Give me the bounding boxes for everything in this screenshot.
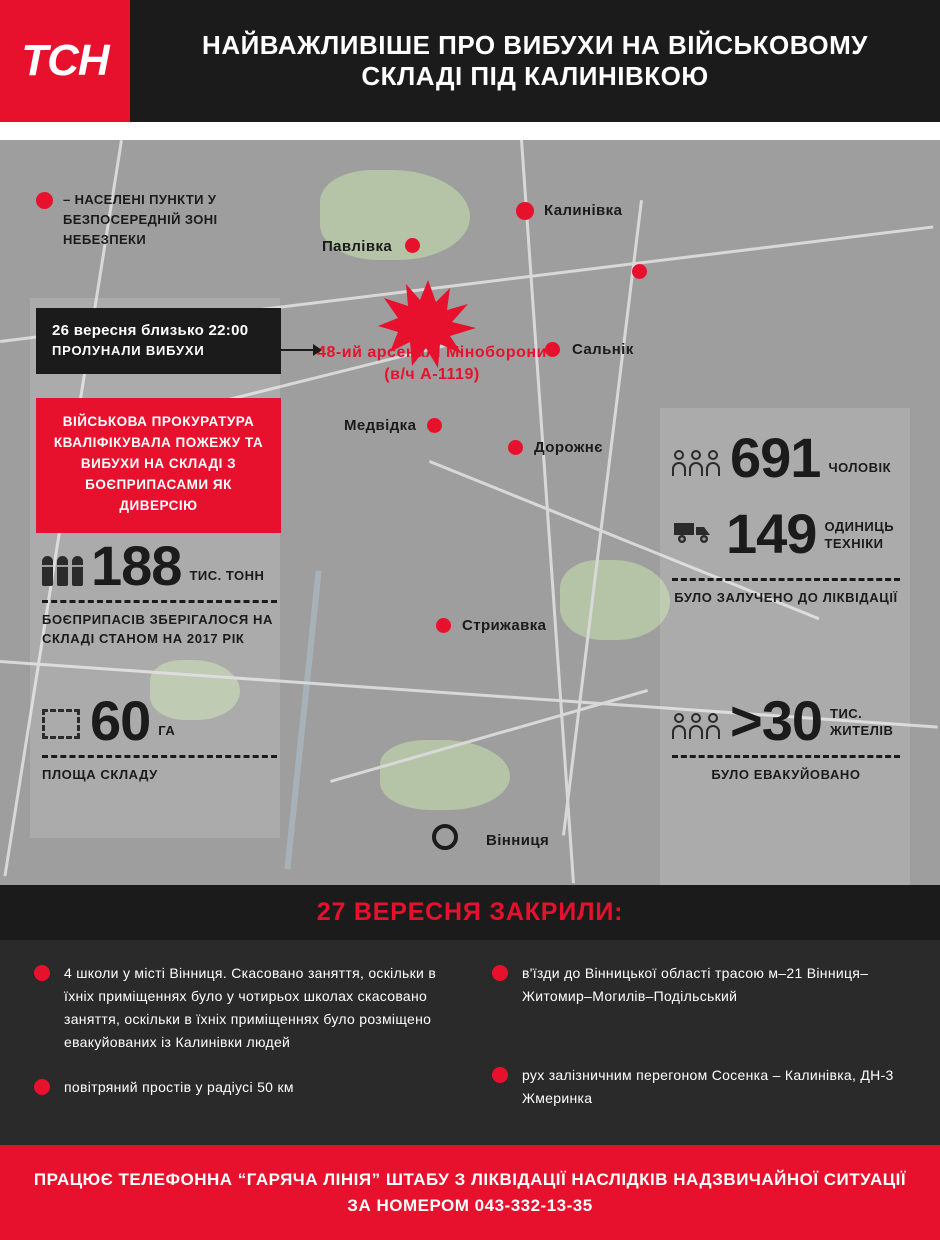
bullets-icon — [42, 556, 83, 592]
map-road — [520, 140, 575, 883]
stat-equipment — [672, 502, 900, 607]
closed-column-left — [34, 962, 464, 1121]
page-title: НАЙВАЖЛИВІШЕ ПРО ВИБУХИ НА ВІЙСЬКОВОМУ СКЛАДІ ПІД КАЛИНІВКОЮ — [202, 30, 868, 91]
stat-unit: ГА — [158, 722, 176, 738]
list-item — [34, 962, 464, 1054]
truck-icon — [672, 519, 716, 560]
header — [0, 0, 940, 122]
logo-text: ТСН — [21, 36, 109, 85]
stat-caption: ПЛОЩА СКЛАДУ — [42, 766, 158, 782]
city-label: Стрижавка — [462, 617, 547, 634]
stat-value: 149 — [726, 502, 817, 565]
city-marker-kalynivka — [516, 202, 534, 220]
stat-evacuated — [672, 689, 900, 784]
city-label: Сальнік — [572, 341, 634, 358]
arsenal-label: 48-ий арсеналі Міноборони (в/ч А-1119) — [317, 344, 547, 384]
stat-caption: БОЄПРИПАСІВ ЗБЕРІГАЛОСЯ НА СКЛАДІ СТАНОМ НА 2017 РІК — [42, 611, 273, 647]
callout-arrow-head — [313, 344, 322, 356]
explosion-time: 26 вересня близько 22:00 — [52, 322, 249, 339]
stat-personnel — [672, 426, 900, 489]
map-area — [0, 140, 940, 885]
list-item-text: в'їзди до Вінницької області трасою м–21 Вінниця–Житомир–Могилів–Подільський — [522, 965, 869, 1005]
map-green-area — [380, 740, 510, 810]
list-item — [492, 1064, 912, 1110]
people-icon — [672, 713, 720, 747]
city-label: Павлівка — [322, 238, 393, 255]
bullet-dot-icon — [34, 1079, 50, 1095]
city-marker-vinnytsia — [432, 824, 458, 850]
explosion-time-sub: ПРОЛУНАЛИ ВИБУХИ — [52, 343, 205, 358]
city-marker-pavlivka — [405, 238, 420, 253]
stat-ammunition — [42, 534, 277, 649]
stat-value: >30 — [730, 689, 822, 752]
closed-section-title: 27 ВЕРЕСНЯ ЗАКРИЛИ: — [316, 898, 624, 926]
list-item — [34, 1076, 464, 1099]
prosecution-callout: ВІЙСЬКОВА ПРОКУРАТУРА КВАЛІФІКУВАЛА ПОЖЕЖУ ТА ВИБУХИ НА СКЛАДІ З БОЄПРИПАСАМИ ЯК ДИВЕРСІЮ — [36, 398, 281, 533]
stat-value: 691 — [730, 426, 821, 489]
stat-unit: ТИС. ЖИТЕЛІВ — [830, 705, 894, 738]
stat-unit: ТИС. ТОНН — [189, 567, 265, 583]
list-item-text: рух залізничним перегоном Сосенка – Калинівка, ДН-3 Жмеринка — [522, 1067, 894, 1107]
divider — [672, 578, 900, 581]
bullet-dot-icon — [492, 965, 508, 981]
city-marker-dorozhne — [508, 440, 523, 455]
dashed-square-icon — [42, 709, 80, 739]
stat-unit: ОДИНИЦЬ ТЕХНІКИ — [824, 518, 895, 551]
closed-section-header — [0, 885, 940, 940]
hotline-footer — [0, 1145, 940, 1240]
stat-caption: БУЛО ЗАЛУЧЕНО ДО ЛІКВІДАЦІЇ — [674, 589, 898, 605]
bullet-dot-icon — [492, 1067, 508, 1083]
map-river — [284, 571, 321, 870]
city-label: Дорожнє — [534, 439, 603, 456]
closed-items-section — [0, 940, 940, 1145]
divider — [672, 755, 900, 758]
legend-label: – НАСЕЛЕНІ ПУНКТИ У БЕЗПОСЕРЕДНІЙ ЗОНІ НЕБЕЗПЕКИ — [63, 192, 218, 248]
city-label: Медвідка — [344, 417, 417, 434]
stat-value: 188 — [91, 534, 182, 597]
map-legend — [36, 190, 286, 250]
stat-value: 60 — [90, 689, 151, 752]
city-marker-unnamed-1 — [632, 264, 647, 279]
tsn-logo — [0, 0, 130, 122]
city-label: Вінниця — [486, 832, 550, 849]
map-green-area — [560, 560, 670, 640]
legend-dot-icon — [36, 192, 53, 209]
closed-column-right — [492, 962, 912, 1132]
stat-area — [42, 689, 277, 784]
city-label: Калинівка — [544, 202, 623, 219]
explosion-time-callout — [36, 308, 281, 374]
hotline-text: ПРАЦЮЄ ТЕЛЕФОННА “ГАРЯЧА ЛІНІЯ” ШТАБУ З ЛІКВІДАЦІЇ НАСЛІДКІВ НАДЗВИЧАЙНОЇ СИТУАЦІЇ ЗА НОМЕРОМ 043-332-13-35 — [33, 1170, 907, 1215]
city-marker-stryzhavka — [436, 618, 451, 633]
city-marker-medvidka — [427, 418, 442, 433]
bullet-dot-icon — [34, 965, 50, 981]
stat-unit: ЧОЛОВІК — [828, 459, 892, 475]
list-item-text: повітряний простів у радіусі 50 км — [64, 1079, 294, 1096]
callout-arrow-line — [281, 349, 315, 351]
people-icon — [672, 450, 720, 484]
list-item-text: 4 школи у місті Вінниця. Скасовано заняття, оскільки в їхніх приміщеннях було у чотирьох школах скасовано заняття, оскільки в їхніх приміщеннях було розміщено евакуйованих із Калинівки людей — [64, 965, 437, 1051]
stat-caption: БУЛО ЕВАКУЙОВАНО — [711, 766, 861, 782]
divider — [42, 600, 277, 603]
list-item — [492, 962, 912, 1008]
divider — [42, 755, 277, 758]
